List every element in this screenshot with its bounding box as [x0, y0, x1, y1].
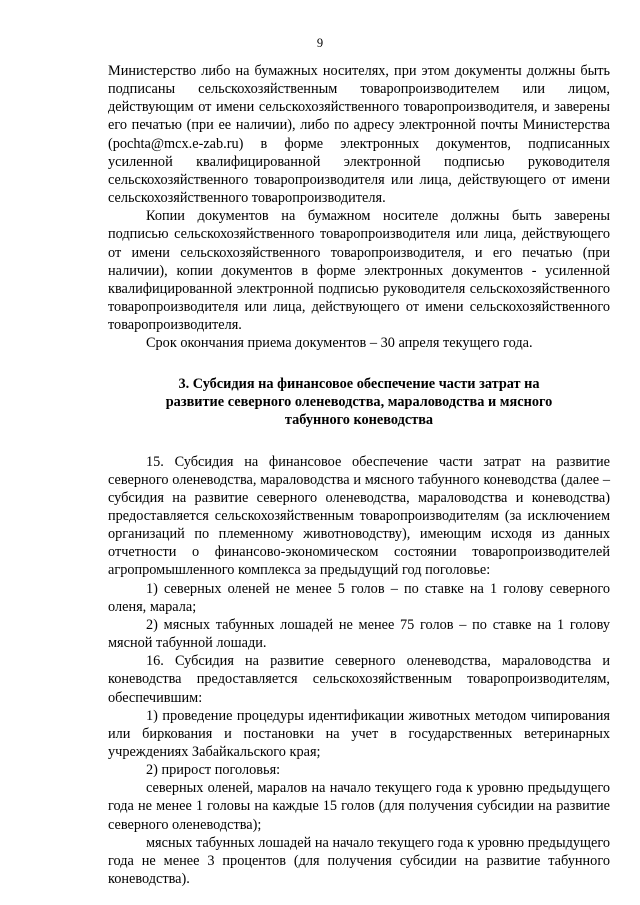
clause-16: 16. Субсидия на развитие северного оленеводства, мараловодства и коневодства предоставляется сельскохозяйственным товаропроизводителям, обеспечившим:	[108, 653, 610, 706]
paragraph-continued: Министерство либо на бумажных носителях, при этом документы должны быть подписаны сельскохозяйственным товаропроизводителем или лицом, действующим от имени сельскохозяйственного товаропроизводителя, и заверены его печатью (при ее наличии), либо по адресу электронной почты Министерства (pochta@mcx.e-zab.ru) в форме электронных документов, подписанных усиленной квалифицированной электронной подписью руководителя сельскохозяйственного товаропроизводителя или лица, действующего от имени сельскохозяйственного товаропроизводителя.	[108, 63, 610, 207]
paragraph-copies: Копии документов на бумажном носителе должны быть заверены подписью сельскохозяйственного товаропроизводителя или лица, действующего от имени сельскохозяйственного товаропроизводителя, и его печатью (при наличии), копии документов в форме электронных документов - усиленной квалифицированной электронной подписью руководителя сельскохозяйственного товаропроизводителя или лица, действующего от имени сельскохозяйственного товаропроизводителя.	[108, 208, 610, 334]
clause-15: 15. Субсидия на финансовое обеспечение части затрат на развитие северного оленеводства, мараловодства и мясного табунного коневодства (далее – субсидия на развитие северного оленеводства, мараловодства и коневодства) предоставляется сельскохозяйственным товаропроизводителям (за исключением организаций по племенному животноводству), имеющим исходя из данных отчетности о финансово-экономическом состоянии товаропроизводителей агропромышленного комплекса за предыдущий год поголовье:	[108, 453, 610, 579]
document-body	[108, 62, 610, 888]
clause-15-item-2: 2) мясных табунных лошадей не менее 75 голов – по ставке на 1 голову мясной табунной лошади.	[108, 616, 610, 652]
clause-16-item-2a: северных оленей, маралов на начало текущего года к уровню предыдущего года не менее 1 головы на каждые 15 голов (для получения субсидии на развитие северного оленеводства);	[108, 780, 610, 833]
clause-16-item-1: 1) проведение процедуры идентификации животных методом чипирования или биркования и постановки на учет в государственных ветеринарных учреждениях Забайкальского края;	[108, 707, 610, 760]
clause-16-item-2b: мясных табунных лошадей на начало текущего года к уровню предыдущего года не менее 3 процентов (для получения субсидии на развитие табунного коневодства).	[108, 834, 610, 888]
clause-16-item-2: 2) прирост поголовья:	[146, 762, 281, 779]
page-number: 9	[316, 36, 324, 50]
clause-15-item-1: 1) северных оленей не менее 5 голов – по ставке на 1 голову северного оленя, марала;	[108, 580, 610, 615]
paragraph-deadline: Срок окончания приема документов – 30 апреля текущего года.	[146, 335, 533, 352]
section-heading: 3. Субсидия на финансовое обеспечение части затрат на развитие северного оленеводства, мараловодства и мясного табунного коневодства	[165, 375, 553, 428]
